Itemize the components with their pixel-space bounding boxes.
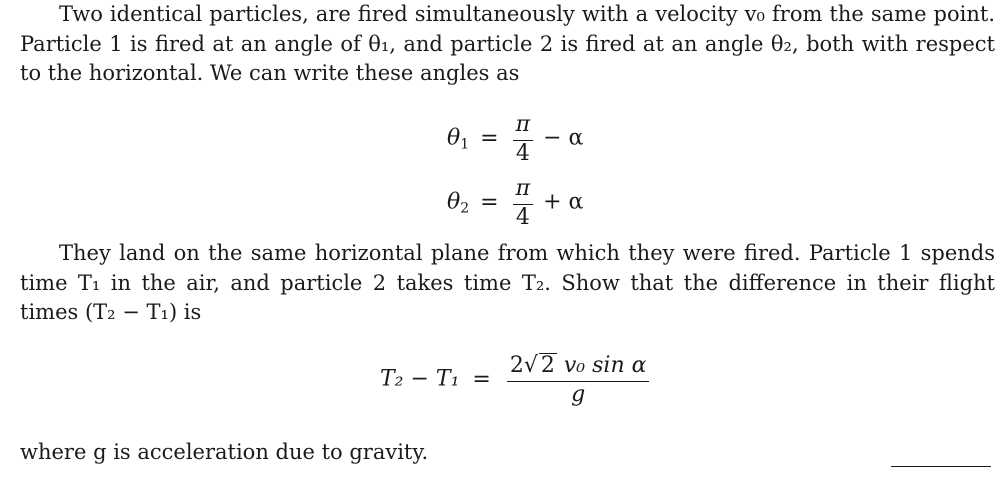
eq3-lhs: T₂ − T₁ — [380, 366, 460, 392]
cropped-bracket-mark — [891, 466, 991, 477]
eq2-denominator: 4 — [513, 204, 533, 229]
eq1-denominator: 4 — [513, 140, 533, 165]
eq1-equals: = — [480, 125, 499, 151]
equation-theta-2 — [447, 176, 583, 229]
eq3-coef: 2 — [509, 353, 524, 378]
eq2-sub: 2 — [460, 200, 470, 217]
sqrt-symbol: √ — [523, 353, 538, 378]
eq2-equals: = — [480, 189, 499, 215]
eq2-lhs: θ — [447, 189, 461, 215]
equation-theta-1 — [447, 112, 583, 165]
eq3-radicand: 2 — [540, 353, 555, 378]
eq3-equals: = — [472, 366, 491, 392]
eq2-rest: + α — [543, 189, 584, 215]
eq1-fraction — [513, 112, 533, 165]
eq1-rest: − α — [543, 125, 584, 151]
eq3-num-rest: v₀ sin α — [563, 353, 647, 378]
eq1-numerator: π — [515, 112, 531, 137]
eq3-fraction — [507, 353, 650, 406]
eq2-fraction — [513, 176, 533, 229]
eq3-numerator — [507, 353, 650, 381]
eq1-sub: 1 — [460, 136, 470, 153]
problem-statement-middle: They land on the same horizontal plane from which they were fired. Particle 1 spends time T₁ in the air, and particle 2 takes time T₂. Show that the difference in their flight times (T₂ − T₁) is — [20, 241, 995, 324]
eq3-denominator: g — [507, 381, 650, 406]
equation-time-difference — [380, 353, 652, 406]
problem-statement-intro: Two identical particles, are fired simultaneously with a velocity v₀ from the same point. Particle 1 is fired at an angle of θ₁, and particle 2 is fired at an angle θ₂, both with respect to the horizontal. We can write these angles as — [20, 2, 995, 85]
problem-statement-footnote: where g is acceleration due to gravity. — [20, 440, 429, 464]
eq1-lhs: θ — [447, 125, 461, 151]
eq2-numerator: π — [515, 176, 531, 201]
